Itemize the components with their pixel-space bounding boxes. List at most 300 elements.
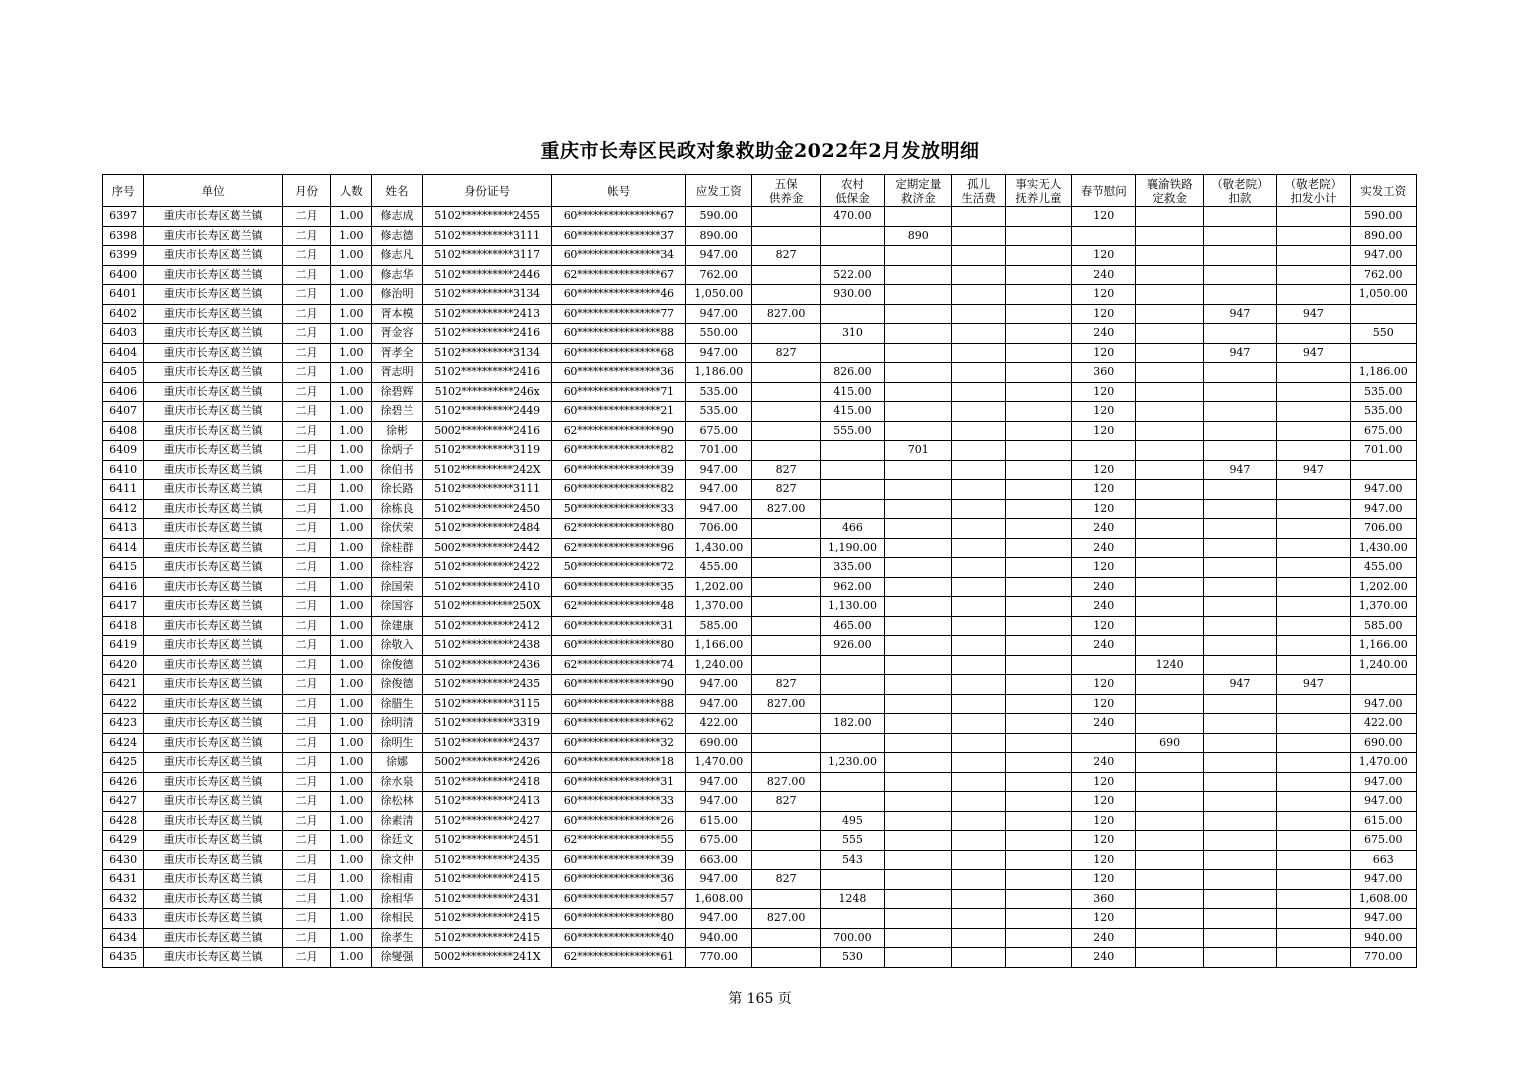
table-cell <box>820 675 884 695</box>
table-cell: 360 <box>1072 363 1136 383</box>
table-cell <box>952 558 1005 578</box>
table-cell: 5002**********2426 <box>422 753 552 773</box>
table-cell <box>1277 636 1350 656</box>
table-cell <box>1203 811 1276 831</box>
table-cell <box>1005 928 1071 948</box>
table-cell: 徐敬入 <box>372 636 422 656</box>
table-cell: 二月 <box>282 753 330 773</box>
table-cell: 重庆市长寿区葛兰镇 <box>144 480 283 500</box>
table-cell: 6414 <box>103 538 144 558</box>
table-cell <box>752 850 820 870</box>
table-cell <box>1203 499 1276 519</box>
table-cell <box>1277 499 1350 519</box>
table-cell <box>952 889 1005 909</box>
table-cell <box>1203 772 1276 792</box>
table-cell: 890 <box>885 226 952 246</box>
table-cell <box>1005 792 1071 812</box>
table-cell: 重庆市长寿区葛兰镇 <box>144 577 283 597</box>
table-cell: 663 <box>1350 850 1416 870</box>
table-cell: 6424 <box>103 733 144 753</box>
table-cell <box>820 792 884 812</box>
table-cell: 1,130.00 <box>820 597 884 617</box>
table-cell <box>1203 441 1276 461</box>
table-cell <box>1136 480 1203 500</box>
table-cell: 1,202.00 <box>1350 577 1416 597</box>
table-cell <box>885 655 952 675</box>
table-cell <box>1203 363 1276 383</box>
table-cell: 700.00 <box>820 928 884 948</box>
table-cell <box>1005 402 1071 422</box>
table-cell: 重庆市长寿区葛兰镇 <box>144 772 283 792</box>
table-cell: 555 <box>820 831 884 851</box>
table-cell: 50****************33 <box>552 499 686 519</box>
table-cell: 550.00 <box>686 324 752 344</box>
table-cell <box>1203 870 1276 890</box>
table-cell: 重庆市长寿区葛兰镇 <box>144 655 283 675</box>
table-cell: 徐国荣 <box>372 577 422 597</box>
table-cell: 二月 <box>282 831 330 851</box>
table-cell <box>885 460 952 480</box>
table-cell: 徐伯书 <box>372 460 422 480</box>
table-row <box>103 792 1417 812</box>
table-cell <box>1005 246 1071 266</box>
table-cell: 6408 <box>103 421 144 441</box>
table-cell: 二月 <box>282 733 330 753</box>
table-cell <box>1203 265 1276 285</box>
table-cell: 重庆市长寿区葛兰镇 <box>144 519 283 539</box>
table-cell: 827 <box>752 343 820 363</box>
table-cell: 6409 <box>103 441 144 461</box>
table-cell <box>885 753 952 773</box>
table-cell: 二月 <box>282 460 330 480</box>
table-cell <box>752 811 820 831</box>
table-cell: 827 <box>752 246 820 266</box>
table-cell: 6410 <box>103 460 144 480</box>
table-cell <box>1005 694 1071 714</box>
table-cell: 6413 <box>103 519 144 539</box>
table-cell <box>885 577 952 597</box>
table-cell <box>1005 831 1071 851</box>
table-cell: 615.00 <box>1350 811 1416 831</box>
table-cell <box>1203 694 1276 714</box>
table-row <box>103 577 1417 597</box>
table-cell: 947.00 <box>686 792 752 812</box>
table-cell: 二月 <box>282 519 330 539</box>
table-cell: 重庆市长寿区葛兰镇 <box>144 558 283 578</box>
table-cell: 947 <box>1277 304 1350 324</box>
table-cell: 120 <box>1072 343 1136 363</box>
column-header: 事实无人 抚养儿童 <box>1005 175 1071 207</box>
table-cell: 465.00 <box>820 616 884 636</box>
table-cell <box>1350 460 1416 480</box>
table-cell <box>1005 441 1071 461</box>
table-cell: 徐明生 <box>372 733 422 753</box>
table-cell: 60****************90 <box>552 675 686 695</box>
table-cell <box>952 246 1005 266</box>
table-cell: 62****************61 <box>552 948 686 968</box>
table-cell: 1.00 <box>331 694 372 714</box>
table-cell: 1,470.00 <box>1350 753 1416 773</box>
table-cell: 762.00 <box>1350 265 1416 285</box>
table-cell <box>752 616 820 636</box>
table-cell: 60****************46 <box>552 285 686 305</box>
table-cell <box>1277 402 1350 422</box>
table-cell: 二月 <box>282 577 330 597</box>
table-cell <box>1277 831 1350 851</box>
table-cell <box>885 382 952 402</box>
column-header: 定期定量 救济金 <box>885 175 952 207</box>
table-cell: 1,186.00 <box>1350 363 1416 383</box>
table-cell: 5102**********2455 <box>422 207 552 227</box>
table-cell <box>1072 226 1136 246</box>
table-cell: 徐俊德 <box>372 655 422 675</box>
table-cell: 1,050.00 <box>686 285 752 305</box>
table-cell: 5102**********2446 <box>422 265 552 285</box>
column-header: 序号 <box>103 175 144 207</box>
table-cell: 修志华 <box>372 265 422 285</box>
table-cell: 二月 <box>282 421 330 441</box>
table-cell: 675.00 <box>1350 421 1416 441</box>
table-cell <box>1277 207 1350 227</box>
table-cell: 6419 <box>103 636 144 656</box>
table-cell: 947.00 <box>1350 870 1416 890</box>
table-cell: 5102**********3134 <box>422 285 552 305</box>
table-cell: 5102**********2431 <box>422 889 552 909</box>
table-cell <box>885 421 952 441</box>
table-cell: 6401 <box>103 285 144 305</box>
table-cell: 徐桂容 <box>372 558 422 578</box>
table-cell: 重庆市长寿区葛兰镇 <box>144 343 283 363</box>
table-cell: 重庆市长寿区葛兰镇 <box>144 889 283 909</box>
table-cell: 690.00 <box>686 733 752 753</box>
table-cell <box>1203 616 1276 636</box>
table-cell: 1.00 <box>331 265 372 285</box>
table-cell: 415.00 <box>820 402 884 422</box>
table-cell: 60****************34 <box>552 246 686 266</box>
table-cell <box>752 831 820 851</box>
table-cell: 535.00 <box>1350 382 1416 402</box>
table-cell: 胥本模 <box>372 304 422 324</box>
table-cell <box>952 616 1005 636</box>
table-cell: 二月 <box>282 636 330 656</box>
table-cell <box>1277 714 1350 734</box>
table-cell: 1.00 <box>331 811 372 831</box>
table-cell: 胥孝全 <box>372 343 422 363</box>
table-cell: 947.00 <box>686 480 752 500</box>
table-cell: 770.00 <box>1350 948 1416 968</box>
table-cell: 修志凡 <box>372 246 422 266</box>
table-cell: 徐碧兰 <box>372 402 422 422</box>
table-cell: 徐燮强 <box>372 948 422 968</box>
table-cell: 60****************80 <box>552 636 686 656</box>
table-cell: 120 <box>1072 616 1136 636</box>
table-cell <box>885 675 952 695</box>
table-cell: 6429 <box>103 831 144 851</box>
table-cell: 二月 <box>282 382 330 402</box>
table-cell: 240 <box>1072 714 1136 734</box>
table-cell: 二月 <box>282 850 330 870</box>
table-cell: 6411 <box>103 480 144 500</box>
table-cell <box>885 714 952 734</box>
table-cell: 重庆市长寿区葛兰镇 <box>144 402 283 422</box>
table-cell: 827 <box>752 480 820 500</box>
table-cell: 1.00 <box>331 772 372 792</box>
table-cell <box>885 265 952 285</box>
table-cell <box>820 226 884 246</box>
table-cell <box>1136 207 1203 227</box>
table-cell <box>1005 811 1071 831</box>
column-header: 单位 <box>144 175 283 207</box>
table-cell: 1.00 <box>331 636 372 656</box>
table-cell <box>1277 324 1350 344</box>
table-row <box>103 480 1417 500</box>
table-cell <box>1203 402 1276 422</box>
table-cell: 6421 <box>103 675 144 695</box>
table-cell <box>1136 850 1203 870</box>
table-cell <box>885 519 952 539</box>
table-cell: 120 <box>1072 246 1136 266</box>
table-cell <box>1203 636 1276 656</box>
table-row <box>103 928 1417 948</box>
table-cell: 415.00 <box>820 382 884 402</box>
table-cell: 1,186.00 <box>686 363 752 383</box>
table-cell: 1.00 <box>331 402 372 422</box>
table-cell <box>952 772 1005 792</box>
table-cell: 徐碧辉 <box>372 382 422 402</box>
table-cell <box>1277 889 1350 909</box>
table-cell <box>1203 538 1276 558</box>
table-cell: 240 <box>1072 928 1136 948</box>
table-cell <box>752 753 820 773</box>
table-cell: 重庆市长寿区葛兰镇 <box>144 363 283 383</box>
table-cell: 60****************39 <box>552 850 686 870</box>
table-cell: 6402 <box>103 304 144 324</box>
table-cell: 827 <box>752 675 820 695</box>
table-cell: 重庆市长寿区葛兰镇 <box>144 909 283 929</box>
table-cell: 60****************21 <box>552 402 686 422</box>
table-cell: 5102**********3115 <box>422 694 552 714</box>
table-cell <box>1277 772 1350 792</box>
table-cell: 60****************67 <box>552 207 686 227</box>
table-cell: 120 <box>1072 870 1136 890</box>
table-cell: 1.00 <box>331 753 372 773</box>
table-row <box>103 363 1417 383</box>
table-cell <box>952 304 1005 324</box>
table-cell <box>1136 831 1203 851</box>
table-row <box>103 402 1417 422</box>
table-cell: 947.00 <box>686 870 752 890</box>
table-cell: 827 <box>752 792 820 812</box>
table-cell: 120 <box>1072 382 1136 402</box>
table-cell <box>1136 246 1203 266</box>
table-cell: 1.00 <box>331 870 372 890</box>
table-cell <box>885 928 952 948</box>
table-cell <box>752 285 820 305</box>
table-cell <box>1203 480 1276 500</box>
table-cell: 二月 <box>282 714 330 734</box>
table-cell <box>952 285 1005 305</box>
table-cell: 6397 <box>103 207 144 227</box>
table-cell: 947.00 <box>686 304 752 324</box>
table-cell: 5102**********2450 <box>422 499 552 519</box>
table-cell <box>1136 870 1203 890</box>
table-cell: 60****************77 <box>552 304 686 324</box>
table-cell: 徐相民 <box>372 909 422 929</box>
table-cell: 947 <box>1277 343 1350 363</box>
table-cell: 1,190.00 <box>820 538 884 558</box>
table-cell <box>1136 265 1203 285</box>
table-cell <box>1005 538 1071 558</box>
table-cell <box>1136 928 1203 948</box>
table-cell: 1.00 <box>331 655 372 675</box>
table-cell: 60****************88 <box>552 324 686 344</box>
table-cell: 60****************68 <box>552 343 686 363</box>
table-cell: 120 <box>1072 850 1136 870</box>
table-cell <box>885 324 952 344</box>
table-cell: 120 <box>1072 285 1136 305</box>
table-cell <box>885 499 952 519</box>
table-cell: 947.00 <box>686 499 752 519</box>
table-cell <box>1203 382 1276 402</box>
table-cell: 947.00 <box>1350 772 1416 792</box>
table-cell <box>1136 948 1203 968</box>
table-cell <box>1136 382 1203 402</box>
table-cell: 徐炳子 <box>372 441 422 461</box>
table-cell: 徐孝生 <box>372 928 422 948</box>
table-cell: 重庆市长寿区葛兰镇 <box>144 499 283 519</box>
table-cell: 762.00 <box>686 265 752 285</box>
table-cell <box>1203 207 1276 227</box>
relief-fund-table <box>102 174 1417 968</box>
table-cell: 修志德 <box>372 226 422 246</box>
table-cell: 947.00 <box>686 343 752 363</box>
table-cell: 6423 <box>103 714 144 734</box>
table-cell <box>1136 636 1203 656</box>
table-cell <box>1005 870 1071 890</box>
table-cell: 1.00 <box>331 480 372 500</box>
table-cell <box>1277 558 1350 578</box>
table-row <box>103 909 1417 929</box>
table-cell: 徐俊德 <box>372 675 422 695</box>
table-cell <box>952 636 1005 656</box>
table-cell: 120 <box>1072 480 1136 500</box>
table-cell <box>752 519 820 539</box>
table-cell <box>1203 948 1276 968</box>
table-cell: 1.00 <box>331 909 372 929</box>
table-cell: 6430 <box>103 850 144 870</box>
table-cell <box>952 363 1005 383</box>
table-cell <box>1350 343 1416 363</box>
table-cell <box>1005 636 1071 656</box>
table-cell: 947 <box>1203 343 1276 363</box>
page-number: 第 165 页 <box>728 991 792 1007</box>
table-cell: 947.00 <box>1350 694 1416 714</box>
table-cell <box>885 480 952 500</box>
table-cell: 827.00 <box>752 772 820 792</box>
table-cell: 5102**********2415 <box>422 909 552 929</box>
table-cell <box>952 675 1005 695</box>
table-cell: 重庆市长寿区葛兰镇 <box>144 226 283 246</box>
table-cell <box>885 870 952 890</box>
table-cell <box>1203 577 1276 597</box>
table-cell: 二月 <box>282 889 330 909</box>
table-cell <box>885 343 952 363</box>
table-cell: 690.00 <box>1350 733 1416 753</box>
table-cell: 60****************26 <box>552 811 686 831</box>
table-cell: 240 <box>1072 577 1136 597</box>
table-cell: 6435 <box>103 948 144 968</box>
table-cell <box>1136 538 1203 558</box>
table-cell <box>1203 519 1276 539</box>
table-cell: 1,050.00 <box>1350 285 1416 305</box>
table-row <box>103 636 1417 656</box>
table-cell: 120 <box>1072 694 1136 714</box>
table-cell: 1.00 <box>331 714 372 734</box>
table-cell: 1,430.00 <box>686 538 752 558</box>
table-cell: 5102**********2415 <box>422 928 552 948</box>
table-cell: 6422 <box>103 694 144 714</box>
table-cell: 6403 <box>103 324 144 344</box>
table-cell: 1.00 <box>331 577 372 597</box>
table-cell <box>1277 597 1350 617</box>
table-cell <box>1277 694 1350 714</box>
table-row <box>103 246 1417 266</box>
table-cell <box>752 558 820 578</box>
table-cell: 重庆市长寿区葛兰镇 <box>144 421 283 441</box>
table-cell: 徐彬 <box>372 421 422 441</box>
table-cell: 5102**********2435 <box>422 675 552 695</box>
table-cell: 6398 <box>103 226 144 246</box>
table-cell <box>952 733 1005 753</box>
column-header: 帐号 <box>552 175 686 207</box>
table-cell: 62****************55 <box>552 831 686 851</box>
table-cell: 徐文仲 <box>372 850 422 870</box>
table-cell <box>820 655 884 675</box>
table-cell <box>1277 909 1350 929</box>
table-cell <box>1005 265 1071 285</box>
table-row <box>103 655 1417 675</box>
table-cell: 962.00 <box>820 577 884 597</box>
table-cell: 120 <box>1072 558 1136 578</box>
table-cell: 1.00 <box>331 889 372 909</box>
table-cell <box>1136 616 1203 636</box>
table-cell <box>1136 558 1203 578</box>
table-cell <box>1203 285 1276 305</box>
table-cell: 770.00 <box>686 948 752 968</box>
table-cell: 徐国容 <box>372 597 422 617</box>
table-cell: 5102**********2484 <box>422 519 552 539</box>
table-cell <box>952 655 1005 675</box>
table-cell: 徐栋良 <box>372 499 422 519</box>
table-cell <box>885 850 952 870</box>
table-cell <box>1277 753 1350 773</box>
table-cell: 6431 <box>103 870 144 890</box>
table-cell: 60****************37 <box>552 226 686 246</box>
table-cell: 重庆市长寿区葛兰镇 <box>144 792 283 812</box>
table-cell: 6420 <box>103 655 144 675</box>
table-cell <box>1277 480 1350 500</box>
table-cell <box>752 655 820 675</box>
table-cell: 二月 <box>282 207 330 227</box>
table-cell: 5102**********2416 <box>422 363 552 383</box>
table-cell <box>1136 519 1203 539</box>
table-cell: 947.00 <box>686 694 752 714</box>
table-cell <box>1072 441 1136 461</box>
table-cell <box>1005 948 1071 968</box>
table-cell <box>1005 519 1071 539</box>
table-cell: 60****************88 <box>552 694 686 714</box>
table-cell: 947 <box>1277 675 1350 695</box>
